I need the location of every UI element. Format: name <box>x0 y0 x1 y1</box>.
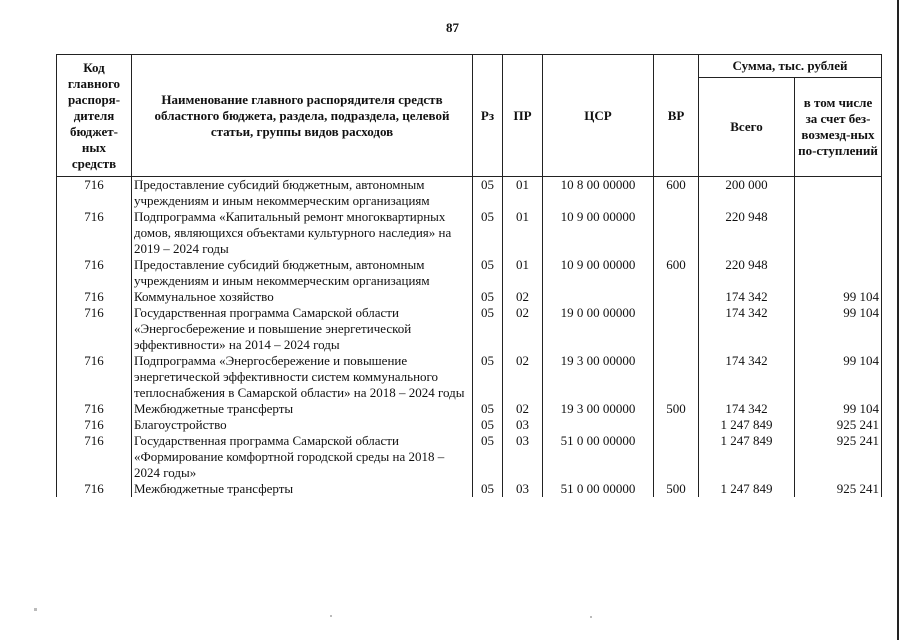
cell-code: 716 <box>57 401 132 417</box>
cell-total: 1 247 849 <box>699 417 795 433</box>
cell-vr <box>654 433 699 481</box>
cell-total: 220 948 <box>699 257 795 289</box>
cell-vr: 600 <box>654 177 699 210</box>
scan-speck <box>590 616 592 618</box>
cell-grant: 925 241 <box>795 433 882 481</box>
cell-pr: 01 <box>503 209 543 257</box>
cell-rz: 05 <box>473 433 503 481</box>
cell-code: 716 <box>57 481 132 497</box>
cell-pr: 03 <box>503 433 543 481</box>
cell-csr: 10 9 00 00000 <box>543 209 654 257</box>
cell-total: 220 948 <box>699 209 795 257</box>
cell-pr: 03 <box>503 417 543 433</box>
cell-grant <box>795 177 882 210</box>
cell-vr <box>654 289 699 305</box>
cell-total: 174 342 <box>699 401 795 417</box>
cell-vr: 500 <box>654 481 699 497</box>
cell-code: 716 <box>57 289 132 305</box>
table-row <box>57 481 882 497</box>
cell-pr: 01 <box>503 177 543 210</box>
cell-pr: 02 <box>503 305 543 353</box>
cell-vr <box>654 417 699 433</box>
cell-vr <box>654 209 699 257</box>
cell-code: 716 <box>57 417 132 433</box>
cell-total: 1 247 849 <box>699 433 795 481</box>
budget-table <box>56 54 882 497</box>
cell-rz: 05 <box>473 417 503 433</box>
cell-rz: 05 <box>473 209 503 257</box>
cell-csr: 51 0 00 00000 <box>543 433 654 481</box>
cell-total: 174 342 <box>699 353 795 401</box>
cell-grant <box>795 257 882 289</box>
cell-rz: 05 <box>473 177 503 210</box>
cell-pr: 02 <box>503 401 543 417</box>
cell-name: Коммунальное хозяйство <box>132 289 473 305</box>
table-header <box>57 55 882 177</box>
cell-grant: 925 241 <box>795 417 882 433</box>
header-rz: Рз <box>473 55 503 177</box>
table-row <box>57 209 882 257</box>
cell-rz: 05 <box>473 481 503 497</box>
cell-grant <box>795 209 882 257</box>
cell-vr: 500 <box>654 401 699 417</box>
page-number: 87 <box>446 20 459 35</box>
header-sum: Сумма, тыс. рублей <box>699 55 882 78</box>
cell-rz: 05 <box>473 401 503 417</box>
table-row <box>57 353 882 401</box>
table-row <box>57 177 882 210</box>
cell-pr: 02 <box>503 289 543 305</box>
header-total: Всего <box>699 78 795 177</box>
header-pr: ПР <box>503 55 543 177</box>
header-name: Наименование главного распорядителя средств областного бюджета, раздела, подраздела, целевой статьи, группы видов расходов <box>132 55 473 177</box>
scan-speck <box>330 615 332 617</box>
table-row <box>57 305 882 353</box>
cell-pr: 01 <box>503 257 543 289</box>
cell-pr: 02 <box>503 353 543 401</box>
cell-name: Предоставление субсидий бюджетным, автономным учреждениям и иным некоммерческим организациям <box>132 257 473 289</box>
cell-vr: 600 <box>654 257 699 289</box>
cell-csr: 51 0 00 00000 <box>543 481 654 497</box>
header-csr: ЦСР <box>543 55 654 177</box>
cell-vr <box>654 305 699 353</box>
cell-rz: 05 <box>473 305 503 353</box>
cell-name: Подпрограмма «Капитальный ремонт многоквартирных домов, являющихся объектами культурного наследия» на 2019 – 2024 годы <box>132 209 473 257</box>
cell-rz: 05 <box>473 257 503 289</box>
cell-code: 716 <box>57 305 132 353</box>
cell-code: 716 <box>57 257 132 289</box>
cell-csr: 10 8 00 00000 <box>543 177 654 210</box>
cell-total: 1 247 849 <box>699 481 795 497</box>
cell-grant: 925 241 <box>795 481 882 497</box>
cell-code: 716 <box>57 353 132 401</box>
table-row <box>57 417 882 433</box>
cell-vr <box>654 353 699 401</box>
table-row <box>57 289 882 305</box>
cell-name: Государственная программа Самарской области «Энергосбережение и повышение энергетической эффективности» на 2014 – 2024 годы <box>132 305 473 353</box>
cell-code: 716 <box>57 209 132 257</box>
cell-total: 174 342 <box>699 305 795 353</box>
cell-csr: 19 3 00 00000 <box>543 401 654 417</box>
cell-grant: 99 104 <box>795 305 882 353</box>
scan-border <box>897 0 899 640</box>
cell-total: 174 342 <box>699 289 795 305</box>
scan-speck <box>34 608 37 611</box>
cell-code: 716 <box>57 433 132 481</box>
cell-code: 716 <box>57 177 132 210</box>
cell-name: Подпрограмма «Энергосбережение и повышение энергетической эффективности систем коммунального теплоснабжения в Самарской области» на 2018 – 2024 годы <box>132 353 473 401</box>
cell-csr: 10 9 00 00000 <box>543 257 654 289</box>
cell-pr: 03 <box>503 481 543 497</box>
cell-grant: 99 104 <box>795 353 882 401</box>
table-row <box>57 433 882 481</box>
header-grant: в том числе за счет без-возмезд-ных по-ступлений <box>795 78 882 177</box>
table-row <box>57 257 882 289</box>
cell-total: 200 000 <box>699 177 795 210</box>
cell-name: Межбюджетные трансферты <box>132 481 473 497</box>
table-row <box>57 401 882 417</box>
cell-grant: 99 104 <box>795 401 882 417</box>
cell-name: Благоустройство <box>132 417 473 433</box>
cell-grant: 99 104 <box>795 289 882 305</box>
header-code: Код главного распоря-дителя бюджет-ных средств <box>57 55 132 177</box>
cell-name: Предоставление субсидий бюджетным, автономным учреждениям и иным некоммерческим организациям <box>132 177 473 210</box>
table-body <box>57 177 882 498</box>
header-vr: ВР <box>654 55 699 177</box>
cell-rz: 05 <box>473 289 503 305</box>
cell-csr <box>543 417 654 433</box>
cell-rz: 05 <box>473 353 503 401</box>
cell-csr <box>543 289 654 305</box>
cell-name: Государственная программа Самарской области «Формирование комфортной городской среды на 2018 – 2024 годы» <box>132 433 473 481</box>
cell-csr: 19 0 00 00000 <box>543 305 654 353</box>
cell-csr: 19 3 00 00000 <box>543 353 654 401</box>
cell-name: Межбюджетные трансферты <box>132 401 473 417</box>
